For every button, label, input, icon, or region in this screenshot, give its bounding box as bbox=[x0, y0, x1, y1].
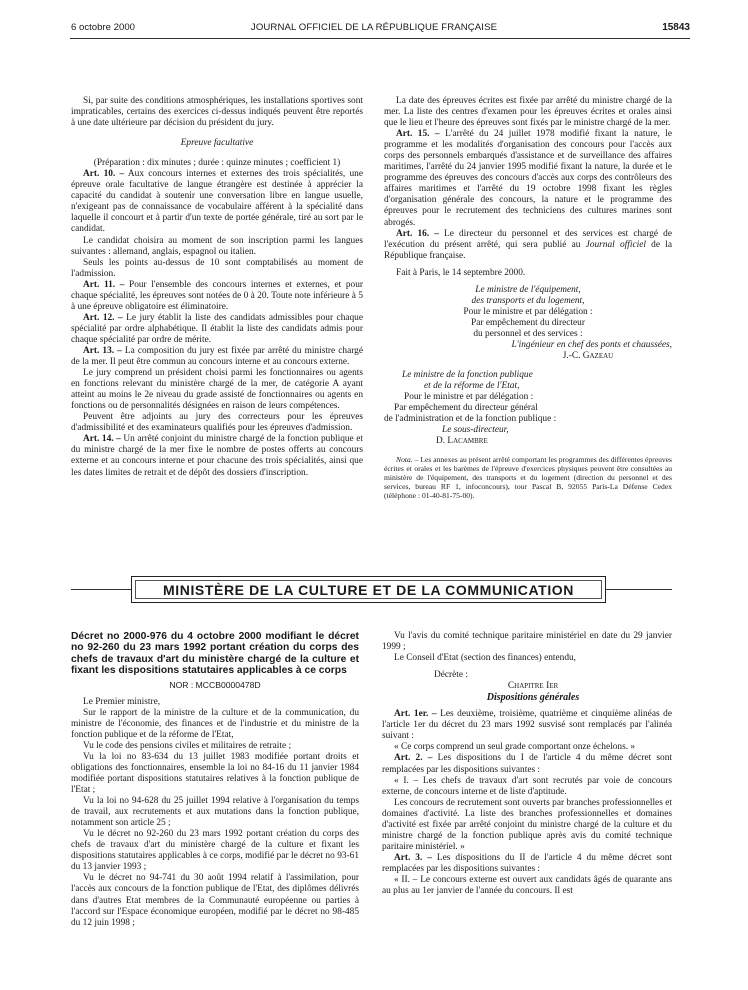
decree-title: Décret no 2000-976 du 4 octobre 2000 modifiant le décret no 92-260 du 23 mars 1992 portant création du corps des chefs de travaux d'art du ministère chargé de la culture et fixant les dispositions statutaires applicables à ce corps bbox=[71, 631, 359, 677]
ministry-banner bbox=[131, 576, 606, 603]
article-11 bbox=[71, 280, 363, 313]
paragraph: « II. – Le concours externe est ouvert aux candidats âgés de quarante ans au plus au 1er janvier de l'année du concours. Il est bbox=[382, 874, 672, 897]
paragraph: Vu le décret no 94-741 du 30 août 1994 relatif à l'assimilation, pour l'accès aux concours de la fonction publique de l'Etat, des diplômes délivrés dans d'autres Etat membres de la Communauté européenne ou parties à l'accord sur l'Espace économique européen, modifié par le décret no 98-485 du 12 juin 1998 ; bbox=[71, 873, 359, 928]
article-14 bbox=[71, 434, 363, 478]
header-rule bbox=[70, 38, 690, 39]
banner-rule-right bbox=[606, 589, 672, 590]
signature-line: Le ministre de l'équipement, bbox=[475, 284, 581, 295]
article-text: Les dispositions du I de l'article 4 du même décret sont remplacées par les dispositions suivantes : bbox=[382, 753, 672, 775]
paragraph: Le Conseil d'Etat (section des finances) entendu, bbox=[394, 653, 577, 664]
paragraph: « I. – Les chefs de travaux d'art sont recrutés par voie de concours externe, de concours interne et de liste d'aptitude. bbox=[382, 775, 672, 797]
done-at: Fait à Paris, le 14 septembre 2000. bbox=[396, 267, 526, 278]
signature-line: L'ingénieur en chef des ponts et chaussées, bbox=[511, 339, 672, 350]
article-text: La composition du jury est fixée par arrêté du ministre chargé de la mer. Il peut être commun au concours interne et au concours externe. bbox=[71, 345, 363, 368]
paragraph: Vu le décret no 92-260 du 23 mars 1992 portant création du corps des chefs de travaux d'art du ministère chargé de la culture et fixant les dispositions statutaires applicables à ce corps, modifié par le décret no 93-61 du 13 janvier 1993 ; bbox=[71, 829, 359, 873]
signature-block-1 bbox=[384, 285, 672, 362]
article-12 bbox=[71, 313, 363, 346]
column-top-right bbox=[384, 96, 672, 501]
article-text: Le directeur du personnel et des services est chargé de l'exécution du présent arrêté, qui sera publié au bbox=[384, 228, 672, 250]
article-1 bbox=[382, 709, 672, 742]
paragraph: Le Premier ministre, bbox=[83, 696, 161, 707]
chapter-title: Dispositions générales bbox=[486, 692, 580, 704]
journal-name: Journal officiel bbox=[585, 239, 646, 250]
banner-rule-left bbox=[71, 589, 131, 590]
paragraph: Vu l'avis du comité technique paritaire ministériel en date du 29 janvier 1999 ; bbox=[382, 631, 672, 653]
preparation-note: (Préparation : dix minutes ; durée : quinze minutes ; coefficient 1) bbox=[93, 158, 341, 169]
article-15 bbox=[384, 129, 672, 228]
paragraph: Si, par suite des conditions atmosphériques, les installations sportives sont impraticables, certains des exercices ci-dessus indiqués peuvent être reportés à une date ultérieure par décision du président du jury. bbox=[71, 96, 363, 129]
article-number: Art. 3. – bbox=[394, 852, 432, 863]
signature-line: Le sous-directeur, bbox=[442, 425, 509, 436]
decree-word: Décrète : bbox=[434, 670, 468, 681]
article-number: Art. 12. – bbox=[83, 312, 123, 323]
article-number: Art. 10. – bbox=[83, 169, 125, 180]
article-number: Art. 13. – bbox=[83, 345, 122, 356]
paragraph: Vu le code des pensions civiles et militaires de retraite ; bbox=[83, 740, 292, 751]
column-bottom-right bbox=[382, 631, 672, 897]
signatory-name: J.-C. Gazeau bbox=[562, 351, 614, 362]
article-number: Art. 16. – bbox=[396, 228, 439, 239]
nota-text: – Les annexes au présent arrêté comportant les programmes des différentes épreuves écrites et orales et les barèmes de l'épreuve d'exercices physiques peuvent être consultées au ministère de l'équipement, des transports et du logement (direction du personnel et des services, bureau RF 1, infoconcours), tour Pascal B, 92055 Paris-La Défense Cedex (téléphone : 01-40-81-75-00). bbox=[384, 455, 672, 501]
signature-line: du personnel et des services : bbox=[473, 328, 583, 339]
paragraph: Vu la loi no 94-628 du 25 juillet 1994 relative à l'organisation du temps de travail, aux recrutements et aux mutations dans la fonction publique, notamment son article 25 ; bbox=[71, 796, 359, 829]
signatory-name: D. Lacambre bbox=[436, 436, 488, 447]
signature-line: Pour le ministre et par délégation : bbox=[404, 392, 534, 403]
article-10 bbox=[71, 169, 363, 235]
signature-line: Par empêchement du directeur général bbox=[394, 403, 538, 414]
paragraph: Sur le rapport de la ministre de la culture et de la communication, du ministre de l'économie, des finances et de l'industrie et du ministre de la fonction publique et de la réforme de l'Etat, bbox=[71, 707, 359, 740]
article-number: Art. 14. – bbox=[83, 434, 121, 445]
header-date: 6 octobre 2000 bbox=[71, 22, 136, 33]
paragraph: Vu la loi no 83-634 du 13 juillet 1983 modifiée portant droits et obligations des fonctionnaires, ensemble la loi no 84-16 du 11 janvier 1984 modifiée portant dispositions statutaires relatives à la fonction publique de l'Etat ; bbox=[71, 751, 359, 796]
article-number: Art. 11. – bbox=[83, 279, 125, 290]
paragraph: « Ce corps comprend un seul grade comportant onze échelons. » bbox=[394, 742, 636, 753]
article-text: Pour l'ensemble des concours internes et externes, et pour chaque spécialité, les épreuves sont notées de 0 à 20. Toute note inférieure à 5 à une épreuve obligatoire est éliminatoire. bbox=[71, 279, 363, 312]
signature-line: Pour le ministre et par délégation : bbox=[463, 306, 593, 317]
article-13 bbox=[71, 346, 363, 368]
column-top-left bbox=[71, 96, 363, 479]
article-3 bbox=[382, 853, 672, 875]
article-text: Aux concours internes et externes des trois spécialités, une épreuve orale facultative de langue étrangère est destinée à apprécier la capacité du candidat à soutenir une conversation libre en langue usuelle, n'exigeant pas de connaissance de vocabulaire afférent à la spécialité dans laquelle il concourt et à partir d'un texte de portée générale, tiré au sort par le candidat. bbox=[71, 169, 364, 235]
paragraph: Seuls les points au-dessus de 10 sont comptabilisés au moment de l'admission. bbox=[71, 257, 363, 279]
page-number: 15843 bbox=[662, 22, 690, 33]
ministry-title: MINISTÈRE DE LA CULTURE ET DE LA COMMUNICATION bbox=[162, 581, 575, 598]
paragraph: La date des épreuves écrites est fixée par arrêté du ministre chargé de la mer. La liste des centres d'examen pour les épreuves écrites et orales ainsi que le lieu et l'heure des épreuves sont fixés par le ministre chargé de la mer. bbox=[384, 96, 672, 129]
signature-block-2 bbox=[384, 370, 672, 447]
column-bottom-left bbox=[71, 631, 359, 929]
article-2 bbox=[382, 753, 672, 775]
article-text: Les dispositions du II de l'article 4 du même décret sont remplacées par les dispositions suivantes : bbox=[382, 852, 672, 874]
signature-line: Par empêchement du directeur bbox=[471, 317, 585, 328]
article-text: Le jury établit la liste des candidats admissibles pour chaque spécialité par ordre alphabétique. Il établit la liste des candidats admis pour chaque spécialité par ordre de mérite. bbox=[71, 312, 364, 345]
signature-line: Le ministre de la fonction publique bbox=[402, 370, 533, 381]
paragraph: Le jury comprend un président choisi parmi les fonctionnaires ou agents en fonctions relevant du ministère chargé de la mer, de catégorie A ayant atteint au moins le 2e niveau du grade assisté de fonctionnaires ou agents en fonctions ou de personnalités désignées en raison de leurs compétences. bbox=[71, 368, 363, 412]
nota bbox=[384, 456, 672, 501]
nor-reference: NOR : MCCB0000478D bbox=[169, 679, 261, 690]
article-text: de la République française. bbox=[384, 239, 672, 261]
paragraph: Le candidat choisira au moment de son inscription parmi les langues suivantes : allemand, anglais, espagnol ou italien. bbox=[71, 235, 363, 257]
chapter-heading: Chapitre Ier bbox=[507, 681, 559, 692]
article-text: Les deuxième, troisième, quatrième et cinquième alinéas de l'article 1er du décret du 23 mars 1992 susvisé sont remplacés par l'alinéa suivant : bbox=[382, 709, 672, 742]
signature-line: des transports et du logement, bbox=[471, 295, 585, 306]
article-number: Art. 15. – bbox=[396, 129, 440, 140]
paragraph: Peuvent être adjoints au jury des correcteurs pour les épreuves d'admissibilité et des examinateurs qualifiés pour les épreuves d'admission. bbox=[71, 412, 363, 434]
nota-label: Nota. bbox=[396, 455, 413, 465]
journal-title: JOURNAL OFFICIEL DE LA RÉPUBLIQUE FRANÇAISE bbox=[250, 22, 498, 33]
signature-line: et de la réforme de l'Etat, bbox=[424, 381, 520, 392]
article-text: L'arrêté du 24 juillet 1978 modifié fixant la nature, le programme et les modalités d'organisation des concours pour l'accès aux corps des personnels embarqués d'assistance et de surveillance des affaires maritimes, l'arrêté du 24 janvier 1995 modifié fixant la nature, la durée et le programme des épreuves des concours d'accès aux corps des contrôleurs des affaires maritimes et l'arrêté du 19 octobre 1998 fixant les règles d'organisation générale des concours, la nature et le programme des épreuves pour le recrutement des techniciens des cultures marines sont abrogés. bbox=[384, 129, 672, 228]
section-title: Epreuve facultative bbox=[180, 138, 254, 149]
article-number: Art. 2. – bbox=[394, 753, 433, 764]
article-text: Un arrêté conjoint du ministre chargé de la fonction publique et du ministre chargé de la mer fixe le nombre de postes offerts au concours externe et au concours interne et pour chacune des trois spécialités, ainsi que les dates limites de retrait et de dépôt des dossiers d'inscription. bbox=[71, 434, 363, 478]
paragraph: Les concours de recrutement sont ouverts par branches professionnelles et domaines d'activité. La liste des branches professionnelles et domaines d'activité est fixée par arrêté conjoint du ministre chargé de la culture et du ministre chargé de la fonction publique après avis du comité technique paritaire ministériel. » bbox=[382, 797, 672, 852]
article-16 bbox=[384, 229, 672, 262]
signature-line: de l'administration et de la fonction publique : bbox=[384, 414, 557, 425]
article-number: Art. 1er. – bbox=[394, 709, 437, 720]
